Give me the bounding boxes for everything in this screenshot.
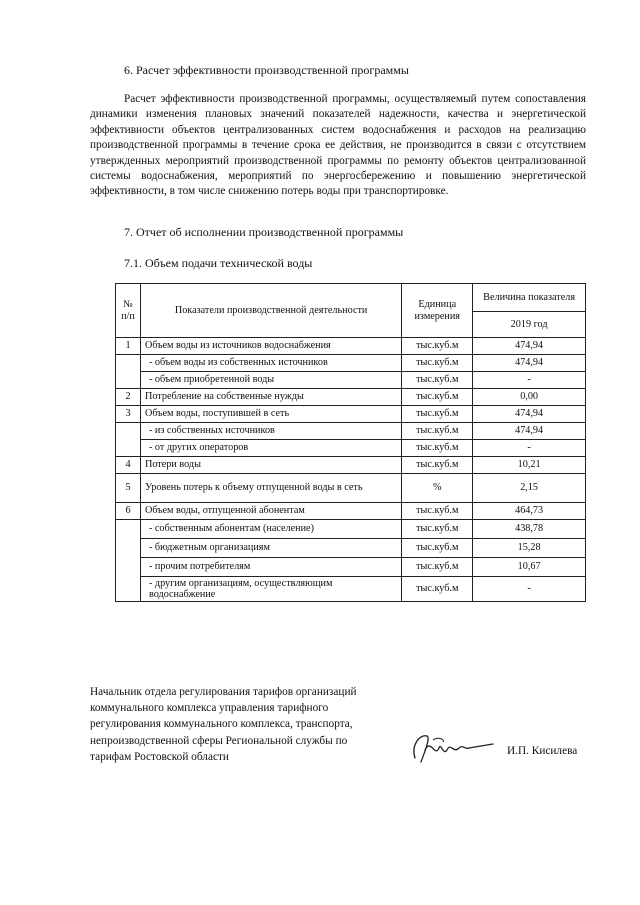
row-unit: % xyxy=(402,474,473,503)
row-number: 4 xyxy=(116,457,141,474)
row-unit: тыс.куб.м xyxy=(402,372,473,389)
table-row xyxy=(116,338,586,355)
row-indicator: - другим организациям, осуществляющим водоснабжение xyxy=(140,577,401,602)
row-value: 474,94 xyxy=(473,406,586,423)
row-indicator: Потери воды xyxy=(140,457,401,474)
row-indicator: Объем воды, отпущенной абонентам xyxy=(140,503,401,520)
row-value: 10,21 xyxy=(473,457,586,474)
table-row xyxy=(116,558,586,577)
table-row xyxy=(116,457,586,474)
footer-line: регулирования коммунального комплекса, транспорта, xyxy=(90,718,353,731)
row-number: 5 xyxy=(116,474,141,503)
table-row xyxy=(116,389,586,406)
signature-block xyxy=(90,684,410,765)
row-unit: тыс.куб.м xyxy=(402,440,473,457)
row-unit: тыс.куб.м xyxy=(402,423,473,440)
row-number: 1 xyxy=(116,338,141,355)
handwritten-signature xyxy=(405,728,497,770)
section-6-paragraph: Расчет эффективности производственной программы, осуществляемый путем сопоставления динамики изменения плановых значений показателей надежности, качества и энергетической эффективности объектов централизованных систем водоснабжения и расходов на реализацию производственной программы в течение срока ее действия, не производится в связи с отсутствием утвержденных мероприятий производственной программы по ремонту объектов централизованной системы водоснабжения, мероприятий по энергосбережению и повышению энергетической эффективности, в том числе снижению потерь воды при транспортировке. xyxy=(90,93,586,198)
row-value: 474,94 xyxy=(473,355,586,372)
header-value: Величина показателя xyxy=(473,284,586,312)
footer-line: тарифам Ростовской области xyxy=(90,750,229,763)
table-row xyxy=(116,423,586,440)
row-indicator: Объем воды, поступившей в сеть xyxy=(140,406,401,423)
row-number-empty xyxy=(116,355,141,389)
header-year: 2019 год xyxy=(473,312,586,338)
row-value: 10,67 xyxy=(473,558,586,577)
row-value: - xyxy=(473,372,586,389)
row-unit: тыс.куб.м xyxy=(402,520,473,539)
table-row xyxy=(116,520,586,539)
row-value: - xyxy=(473,577,586,602)
table-row xyxy=(116,355,586,372)
row-indicator: Уровень потерь к объему отпущенной воды в сеть xyxy=(140,474,401,503)
header-indicator: Показатели производственной деятельности xyxy=(140,284,401,338)
signer-name: И.П. Кисилева xyxy=(507,745,578,757)
row-number-empty xyxy=(116,520,141,602)
row-unit: тыс.куб.м xyxy=(402,355,473,372)
row-value: 15,28 xyxy=(473,539,586,558)
row-unit: тыс.куб.м xyxy=(402,457,473,474)
row-value: 464,73 xyxy=(473,503,586,520)
header-num: № п/п xyxy=(116,284,141,338)
row-unit: тыс.куб.м xyxy=(402,338,473,355)
section-6-heading: 6. Расчет эффективности производственной программы xyxy=(124,63,409,77)
table-row xyxy=(116,503,586,520)
row-indicator: - прочим потребителям xyxy=(140,558,401,577)
table-row xyxy=(116,372,586,389)
row-indicator: - из собственных источников xyxy=(140,423,401,440)
row-number-empty xyxy=(116,423,141,457)
row-number: 6 xyxy=(116,503,141,520)
row-value: 0,00 xyxy=(473,389,586,406)
row-indicator: - собственным абонентам (население) xyxy=(140,520,401,539)
row-indicator: - от других операторов xyxy=(140,440,401,457)
row-unit: тыс.куб.м xyxy=(402,406,473,423)
row-value: 438,78 xyxy=(473,520,586,539)
table-row xyxy=(116,539,586,558)
table-row xyxy=(116,406,586,423)
row-value: 2,15 xyxy=(473,474,586,503)
row-value: 474,94 xyxy=(473,423,586,440)
water-supply-table xyxy=(115,283,586,602)
row-value: 474,94 xyxy=(473,338,586,355)
section-7-1-heading: 7.1. Объем подачи технической воды xyxy=(124,256,313,270)
header-unit: Единица измерения xyxy=(402,284,473,338)
row-indicator: Объем воды из источников водоснабжения xyxy=(140,338,401,355)
row-number: 2 xyxy=(116,389,141,406)
table-row xyxy=(116,440,586,457)
row-unit: тыс.куб.м xyxy=(402,577,473,602)
footer-line: Начальник отдела регулирования тарифов организаций xyxy=(90,686,357,698)
row-unit: тыс.куб.м xyxy=(402,558,473,577)
section-7-heading: 7. Отчет об исполнении производственной программы xyxy=(124,225,404,239)
footer-line: непроизводственной сферы Региональной службы по xyxy=(90,734,348,747)
row-indicator: Потребление на собственные нужды xyxy=(140,389,401,406)
row-indicator: - объем воды из собственных источников xyxy=(140,355,401,372)
row-value: - xyxy=(473,440,586,457)
row-indicator: - объем приобретенной воды xyxy=(140,372,401,389)
row-unit: тыс.куб.м xyxy=(402,503,473,520)
table-row xyxy=(116,474,586,503)
table-row xyxy=(116,577,586,602)
row-number: 3 xyxy=(116,406,141,423)
row-indicator: - бюджетным организациям xyxy=(140,539,401,558)
footer-line: коммунального комплекса управления тарифного xyxy=(90,702,329,715)
row-unit: тыс.куб.м xyxy=(402,389,473,406)
row-unit: тыс.куб.м xyxy=(402,539,473,558)
